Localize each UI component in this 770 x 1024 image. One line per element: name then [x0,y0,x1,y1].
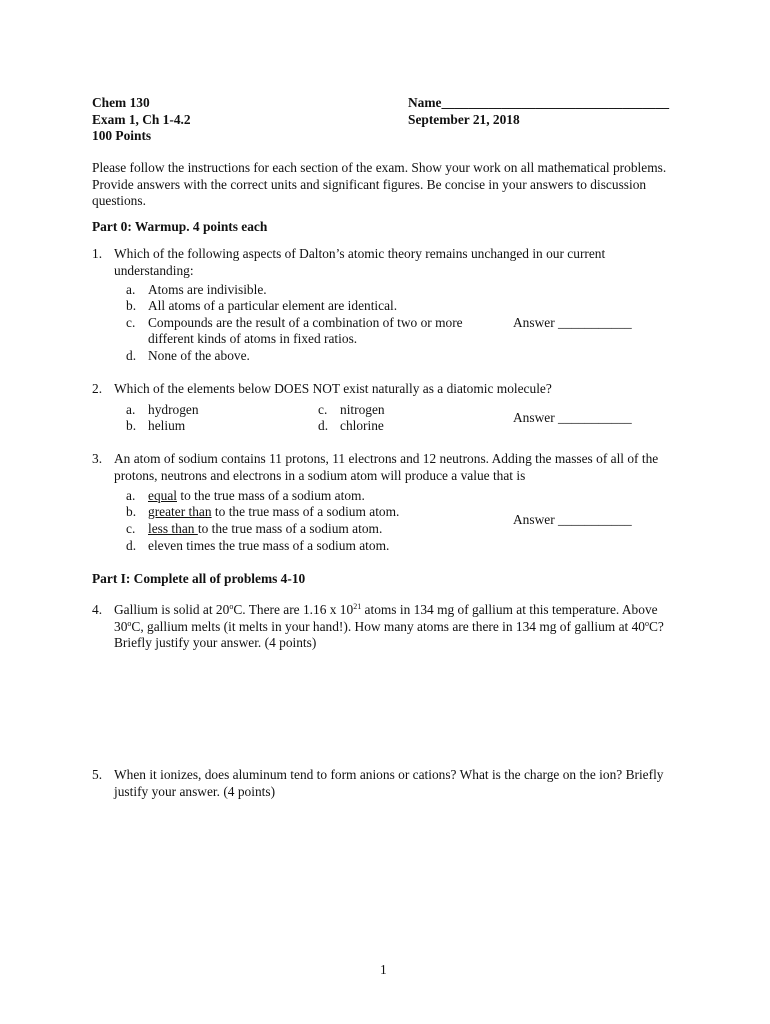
exam-title: Exam 1, Ch 1-4.2 [92,111,191,127]
page-number: 1 [380,962,387,977]
option-a: a. equal to the true mass of a sodium atom. [126,488,365,503]
question-4 [92,602,692,657]
exam-date: September 21, 2018 [408,111,520,127]
option-d: d. eleven times the true mass of a sodium atom. [126,538,390,553]
total-points: 100 Points [92,128,152,143]
option-c: c. nitrogen [318,402,385,417]
part1-title: Part I: Complete all of problems 4-10 [92,571,306,586]
answer-blank[interactable]: Answer ___________ [513,512,632,527]
option-c: c. less than to the true mass of a sodium atom. [126,521,383,536]
header-right [408,95,669,128]
instructions: Please follow the instructions for each section of the exam. Show your work on all mathematical problems. Provide answers with the correct units and significant figures. Be concise in your answers to discussion questions. [92,160,667,208]
question-text: When it ionizes, does aluminum tend to form anions or cations? What is the charge on the ion? Briefly justify your answer. (4 points) [114,767,664,799]
answer-blank[interactable]: Answer ___________ [513,315,632,330]
header-left [92,95,191,145]
question-number: 5. [92,767,103,782]
question-number: 2. [92,381,103,396]
name-field[interactable]: Name__________________________________ [408,95,670,110]
question-text: An atom of sodium contains 11 protons, 11 electrons and 12 neutrons. Adding the masses of all of the protons, neutrons and electrons in a sodium atom will produce a value that is [114,451,659,483]
question-1 [92,246,692,371]
course-title: Chem 130 [92,95,150,110]
option-d: d. None of the above. [126,348,250,363]
answer-blank[interactable]: Answer ___________ [513,410,632,425]
question-number: 4. [92,602,103,617]
part0-title: Part 0: Warmup. 4 points each [92,219,268,234]
question-number: 3. [92,451,103,466]
option-d: d. chlorine [318,418,384,433]
option-a: a. Atoms are indivisible. [126,282,267,297]
option-a: a. hydrogen [126,402,199,417]
option-b: b. greater than to the true mass of a sodium atom. [126,504,400,519]
question-number: 1. [92,246,103,261]
question-3 [92,451,692,556]
option-b: b. helium [126,418,186,433]
question-5 [92,767,692,807]
question-text: Which of the elements below DOES NOT exist naturally as a diatomic molecule? [114,381,552,396]
option-c: c. Compounds are the result of a combination of two or more [126,315,463,330]
question-text: Gallium is solid at 20$^o$C. There are 1.16 x $10^{21}$ atoms in 134 mg of gallium at this temperature. Above 30$^o$C, gallium melts (it melts in your hand!). How many atoms are there in 134 mg of gallium at 40$^o$C? Briefly justify your answer. (4 points) [114,602,664,650]
option-b: b. All atoms of a particular element are identical. [126,298,398,313]
question-2 [92,381,692,441]
option-c-continued: different kinds of atoms in fixed ratios. [148,331,358,346]
question-text: Which of the following aspects of Dalton’s atomic theory remains unchanged in our current understanding: [114,246,606,278]
